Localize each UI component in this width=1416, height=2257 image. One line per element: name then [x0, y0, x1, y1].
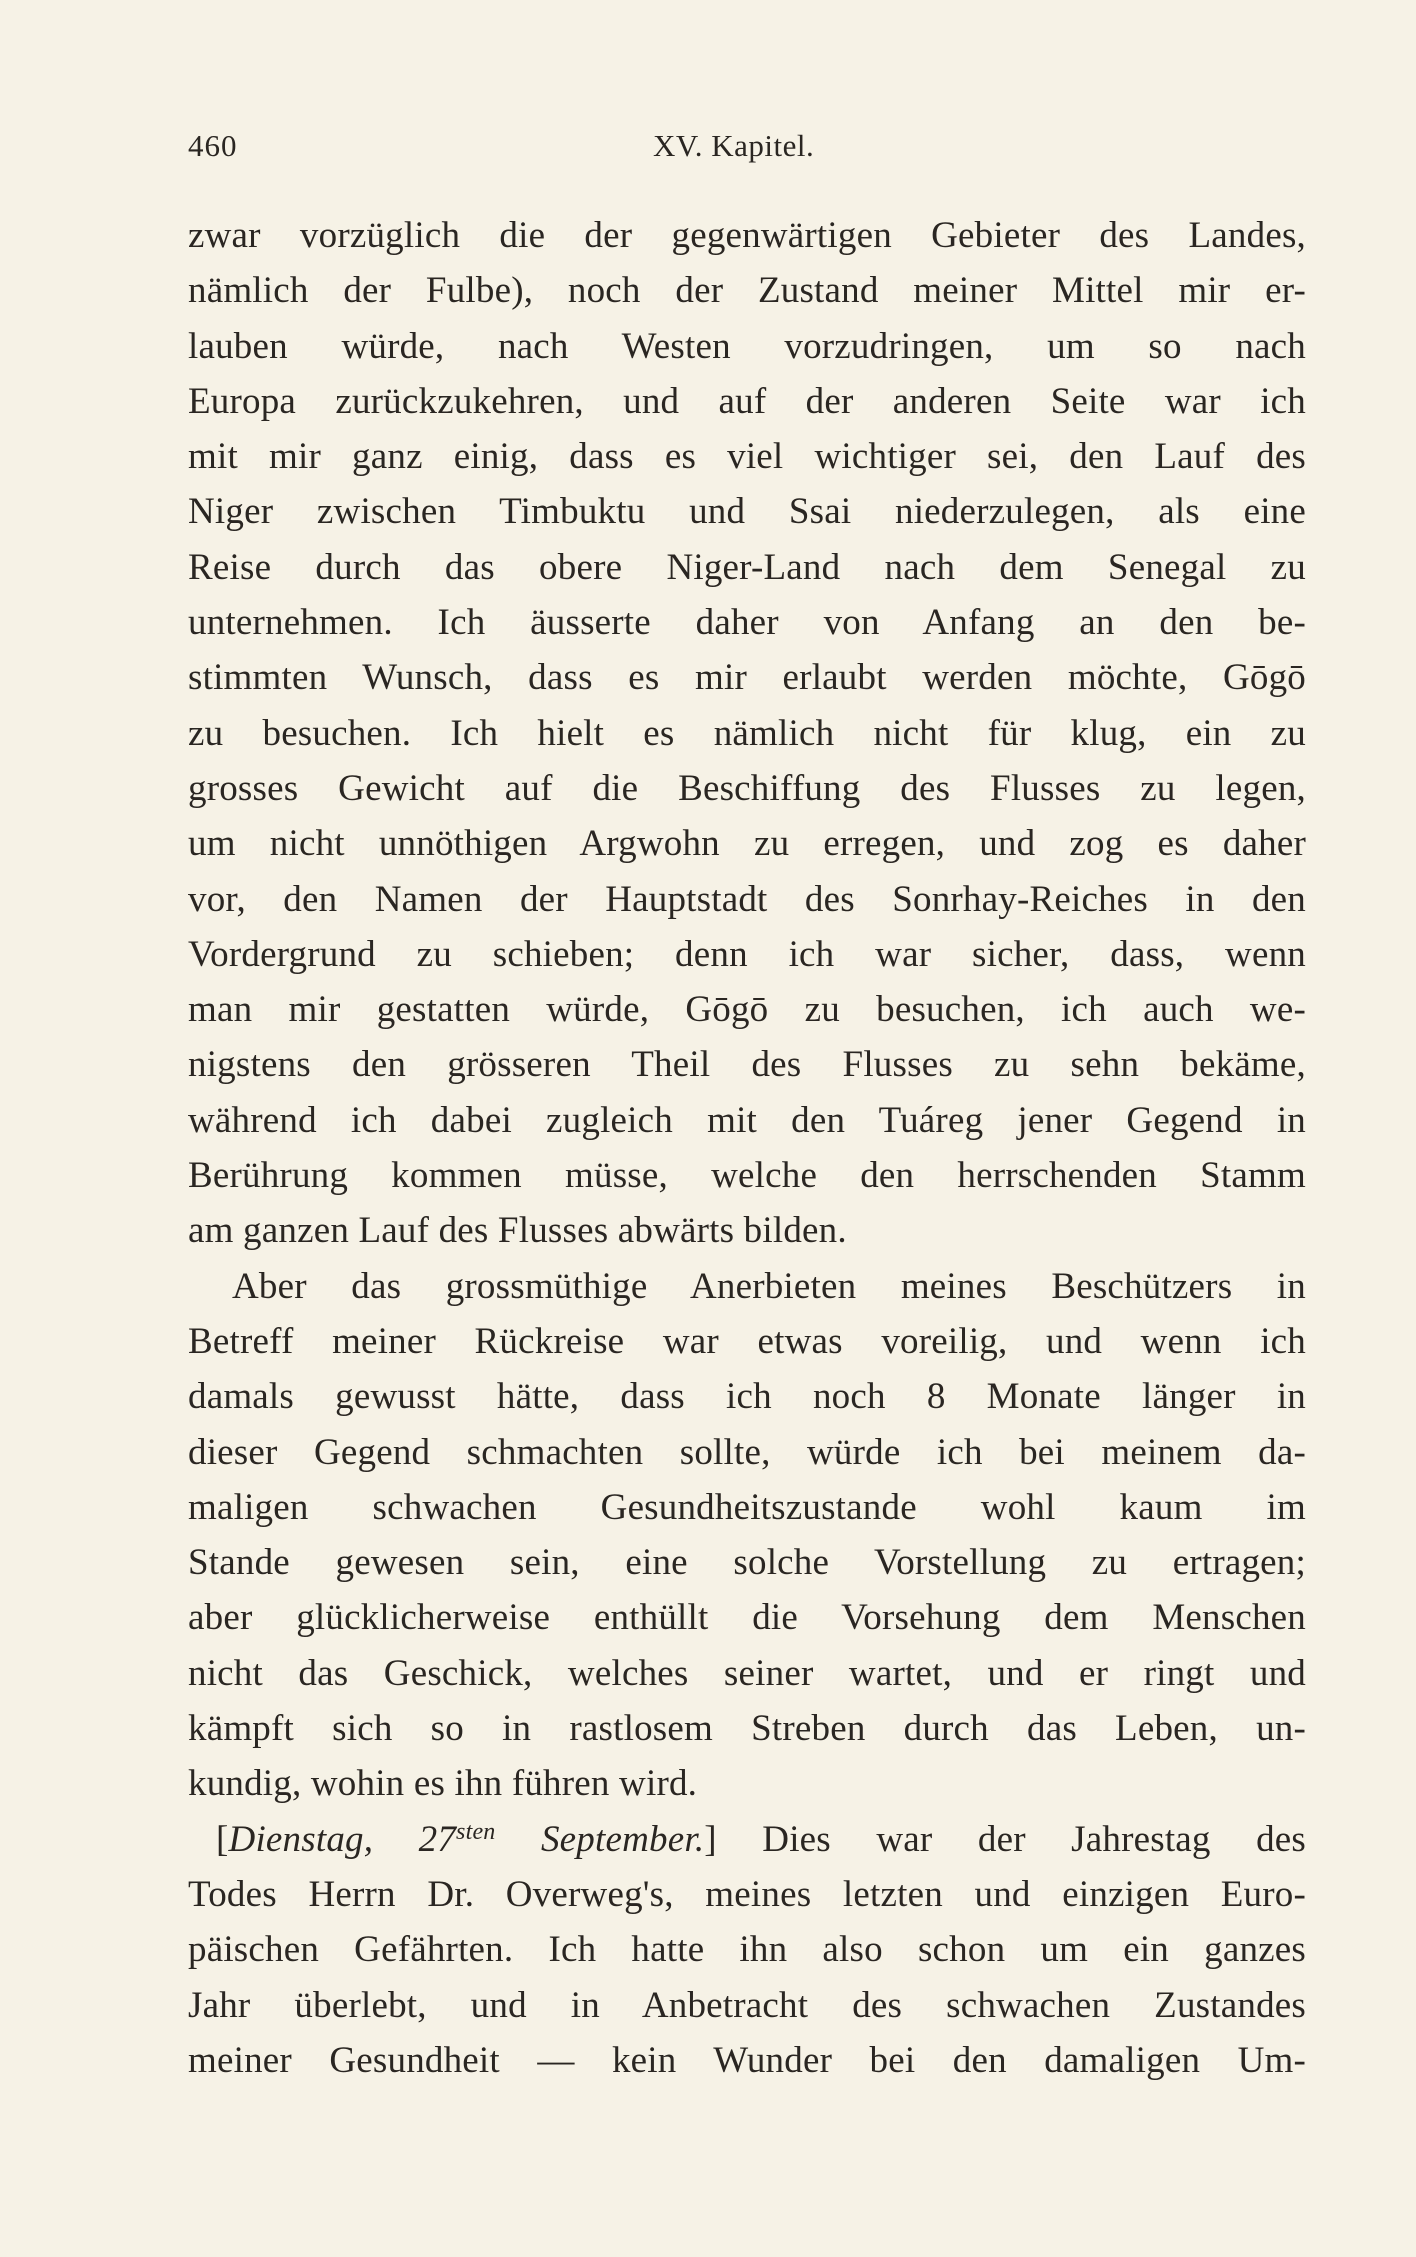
text-line: meiner Gesundheit — kein Wunder bei den damaligen Um-: [188, 2039, 1306, 2081]
text-line: nicht das Geschick, welches seiner wartet, und er ringt und: [188, 1652, 1306, 1694]
text-line: päischen Gefährten. Ich hatte ihn also schon um ein ganzes: [188, 1929, 1306, 1971]
text-line: man mir gestatten würde, Gōgō zu besuchen, ich auch we-: [188, 989, 1306, 1031]
text-line: vor, den Namen der Hauptstadt des Sonrhay-Reiches in den: [188, 878, 1306, 920]
text-line-date: [188, 1812, 1306, 1867]
paragraph-2: [188, 1259, 1306, 1812]
text-line: stimmten Wunsch, dass es mir erlaubt werden möchte, Gōgō: [188, 657, 1306, 699]
body-text: [188, 208, 1306, 2088]
text-line: grosses Gewicht auf die Beschiffung des Flusses zu legen,: [188, 767, 1306, 809]
text-line: lauben würde, nach Westen vorzudringen, um so nach: [188, 325, 1306, 367]
text-line: Betreff meiner Rückreise war etwas voreilig, und wenn ich: [188, 1320, 1306, 1362]
text-line: mit mir ganz einig, dass es viel wichtiger sei, den Lauf des: [188, 436, 1306, 478]
text-line: zwar vorzüglich die der gegenwärtigen Gebieter des Landes,: [188, 215, 1306, 256]
page-header: [188, 128, 1306, 168]
text-line: Niger zwischen Timbuktu und Ssai niederzulegen, als eine: [188, 491, 1306, 533]
text-line: Berührung kommen müsse, welche den herrschenden Stamm: [188, 1155, 1306, 1197]
text-line: nigstens den grösseren Theil des Flusses zu sehn bekäme,: [188, 1044, 1306, 1086]
text-line: zu besuchen. Ich hielt es nämlich nicht für klug, ein zu: [188, 712, 1306, 754]
text-line: Europa zurückzukehren, und auf der anderen Seite war ich: [188, 380, 1306, 422]
text-line: maligen schwachen Gesundheitszustande wohl kaum im: [188, 1486, 1306, 1528]
text-line: Vordergrund zu schieben; denn ich war sicher, dass, wenn: [188, 933, 1306, 975]
text-line: damals gewusst hätte, dass ich noch 8 Monate länger in: [188, 1376, 1306, 1418]
date-month: September.: [495, 1818, 705, 1860]
date-bracket-close: ]: [704, 1818, 717, 1860]
text-line: unternehmen. Ich äusserte daher von Anfang an den be-: [188, 602, 1306, 644]
text-line: aber glücklicherweise enthüllt die Vorsehung dem Menschen: [188, 1597, 1306, 1639]
date-note: [229, 1819, 705, 1860]
date-bracket-open: [: [216, 1818, 229, 1860]
paragraph-3: [188, 1812, 1306, 2088]
text-line: am ganzen Lauf des Flusses abwärts bilden.: [188, 1210, 847, 1252]
text-line: Jahr überlebt, und in Anbetracht des schwachen Zustandes: [188, 1984, 1306, 2026]
date-superscript: sten: [456, 1818, 496, 1845]
text-line: nämlich der Fulbe), noch der Zustand meiner Mittel mir er-: [188, 270, 1306, 312]
chapter-running-head: XV. Kapitel.: [653, 128, 815, 163]
text-line: Aber das grossmüthige Anerbieten meines Beschützers in: [232, 1265, 1306, 1307]
text-line: kämpft sich so in rastlosem Streben durch das Leben, un-: [188, 1708, 1306, 1750]
first-line-rest: Dies war der Jahrestag des: [716, 1818, 1307, 1860]
date-day: Dienstag, 27: [228, 1818, 457, 1860]
text-line: Todes Herrn Dr. Overweg's, meines letzten und einzigen Euro-: [188, 1873, 1306, 1915]
text-line: Stande gewesen sein, eine solche Vorstellung zu ertragen;: [188, 1542, 1306, 1584]
page-number: 460: [188, 128, 238, 163]
text-line: kundig, wohin es ihn führen wird.: [188, 1763, 698, 1805]
paragraph-1: [188, 208, 1306, 1259]
text-line: dieser Gegend schmachten sollte, würde ich bei meinem da-: [188, 1431, 1306, 1473]
text-line: während ich dabei zugleich mit den Tuáreg jener Gegend in: [188, 1099, 1306, 1141]
text-line: um nicht unnöthigen Argwohn zu erregen, und zog es daher: [188, 823, 1306, 865]
text-line: Reise durch das obere Niger-Land nach dem Senegal zu: [188, 546, 1306, 588]
